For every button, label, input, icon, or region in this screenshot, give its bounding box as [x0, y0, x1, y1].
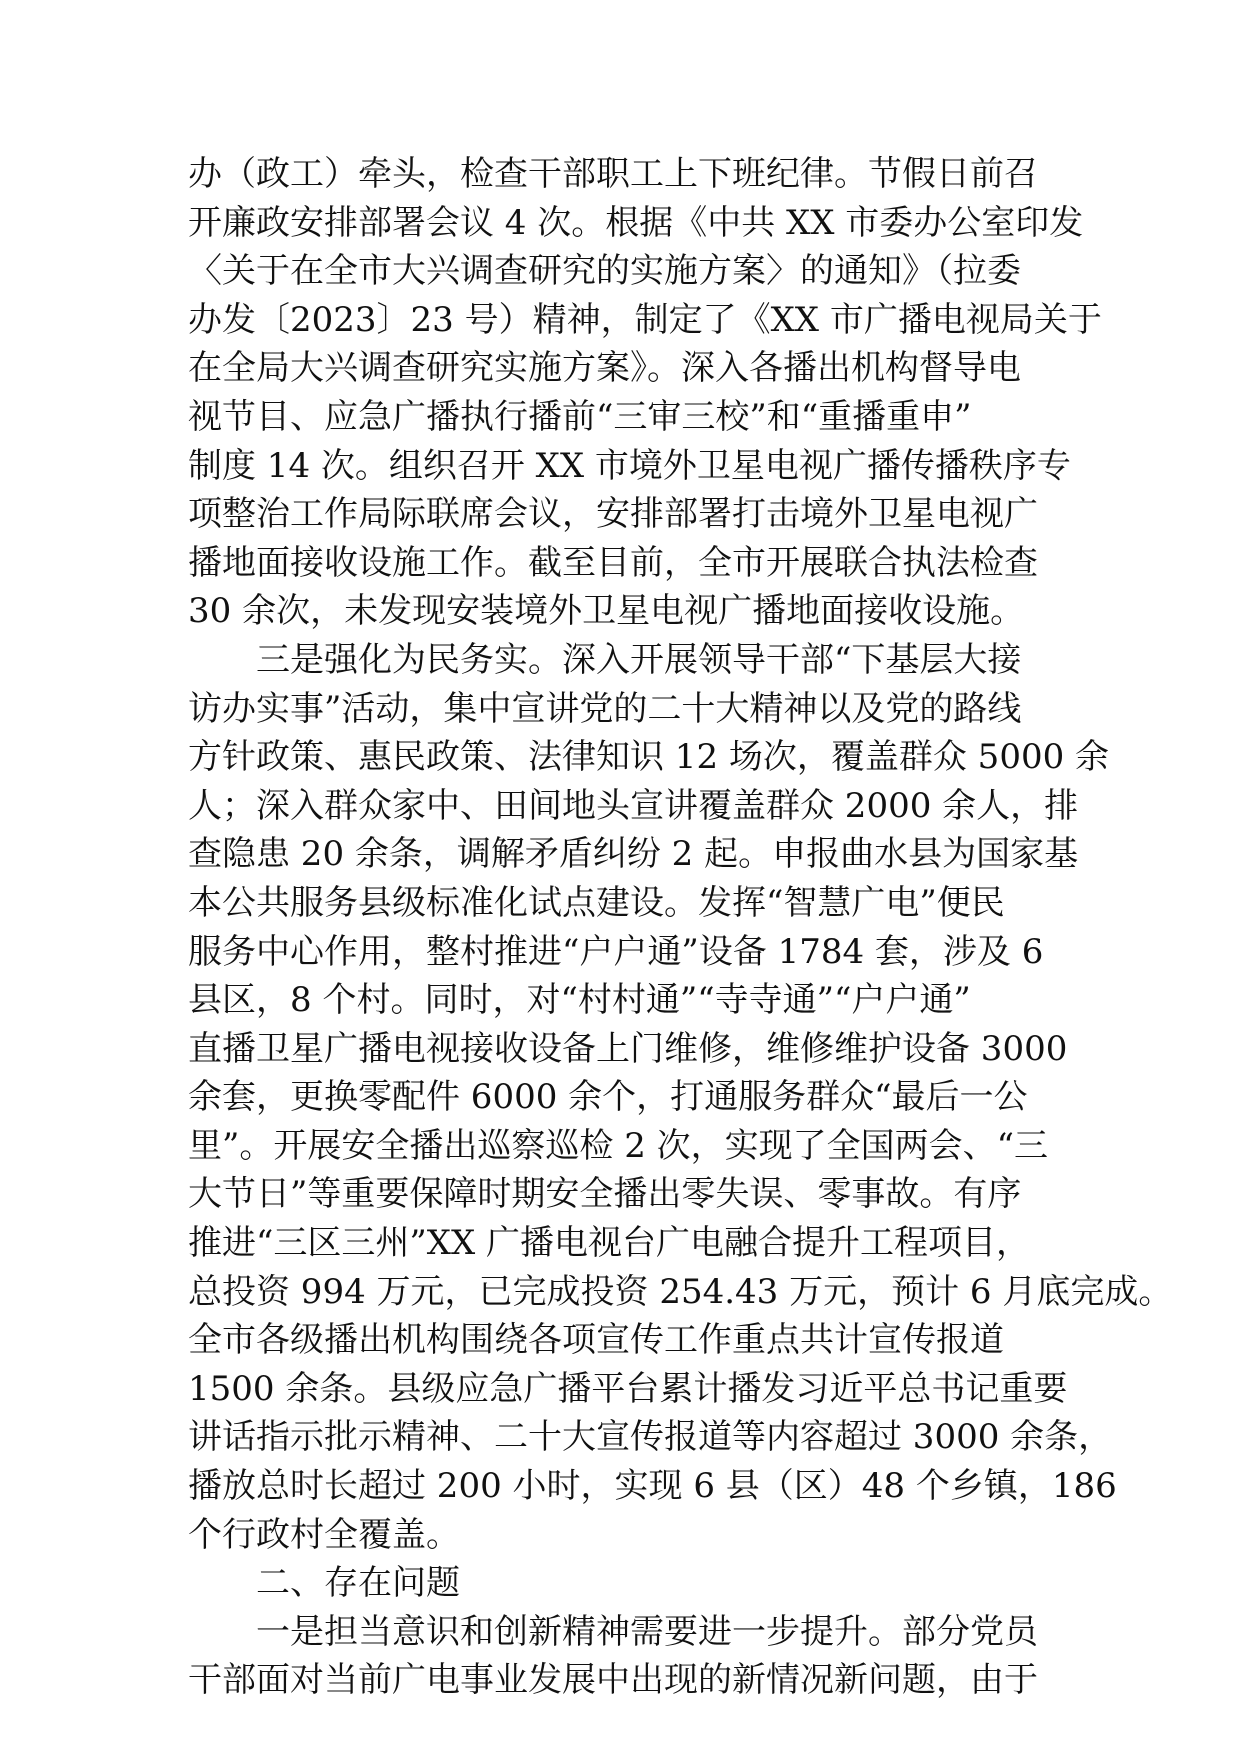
- text-line: 1500 余条。县级应急广播平台累计播发习近平总书记重要: [188, 1368, 1068, 1409]
- text-line: 服务中心作用，整村推进“户户通”设备 1784 套，涉及 6: [188, 931, 1044, 972]
- paragraph-start-line: 一是担当意识和创新精神需要进一步提升。部分党员: [256, 1611, 1038, 1652]
- text-line: 开廉政安排部署会议 4 次。根据《中共 XX 市委办公室印发: [188, 202, 1084, 243]
- text-line: 制度 14 次。组织召开 XX 市境外卫星电视广播传播秩序专: [188, 445, 1071, 486]
- text-line: 余套，更换零配件 6000 余个，打通服务群众“最后一公: [188, 1077, 1028, 1118]
- text-line: 讲话指示批示精神、二十大宣传报道等内容超过 3000 余条，: [188, 1417, 1113, 1458]
- text-line: 办发〔2023〕23 号）精神，制定了《XX 市广播电视局关于: [188, 299, 1102, 340]
- text-line: 查隐患 20 余条，调解矛盾纠纷 2 起。申报曲水县为国家基: [188, 834, 1079, 875]
- text-line: 方针政策、惠民政策、法律知识 12 场次，覆盖群众 5000 余: [188, 737, 1110, 778]
- text-line: 干部面对当前广电事业发展中出现的新情况新问题，由于: [188, 1660, 1038, 1701]
- text-line: 项整治工作局际联席会议，安排部署打击境外卫星电视广: [188, 494, 1038, 535]
- text-line: 推进“三区三州”XX 广播电视台广电融合提升工程项目，: [188, 1223, 1030, 1264]
- text-line: 县区，8 个村。同时，对“村村通”“寺寺通”“户户通”: [188, 980, 971, 1021]
- text-line: 全市各级播出机构围绕各项宣传工作重点共计宣传报道: [188, 1320, 1004, 1361]
- text-line: 总投资 994 万元，已完成投资 254.43 万元，预计 6 月底完成。: [188, 1271, 1173, 1312]
- text-line: 直播卫星广播电视接收设备上门维修，维修维护设备 3000: [188, 1028, 1068, 1069]
- text-line: 个行政村全覆盖。: [188, 1514, 460, 1555]
- document-body: [188, 150, 1173, 1705]
- text-line: 本公共服务县级标准化试点建设。发挥“智慧广电”便民: [188, 882, 1005, 923]
- text-line: 播放总时长超过 200 小时，实现 6 县（区）48 个乡镇，186: [188, 1466, 1117, 1507]
- text-line: 大节日”等重要保障时期安全播出零失误、零事故。有序: [188, 1174, 1022, 1215]
- text-line: 人；深入群众家中、田间地头宣讲覆盖群众 2000 余人，排: [188, 785, 1079, 826]
- text-line: 播地面接收设施工作。截至目前，全市开展联合执法检查: [188, 542, 1038, 583]
- text-line: 里”。开展安全播出巡察巡检 2 次，实现了全国两会、“三: [188, 1125, 1049, 1166]
- text-line: 在全局大兴调查研究实施方案》。深入各播出机构督导电: [188, 348, 1021, 389]
- text-line: 访办实事”活动，集中宣讲党的二十大精神以及党的路线: [188, 688, 1022, 729]
- paragraph-start-line: 三是强化为民务实。深入开展领导干部“下基层大接: [256, 639, 1022, 680]
- text-line: 30 余次，未发现安装境外卫星电视广播地面接收设施。: [188, 591, 1025, 632]
- section-heading: 二、存在问题: [256, 1563, 460, 1604]
- text-line: 〈关于在全市大兴调查研究的实施方案〉的通知》（拉委: [188, 251, 1021, 292]
- text-line: 视节目、应急广播执行播前“三审三校”和“重播重申”: [188, 396, 972, 437]
- text-line: 办（政工）牵头，检查干部职工上下班纪律。节假日前召: [188, 154, 1038, 194]
